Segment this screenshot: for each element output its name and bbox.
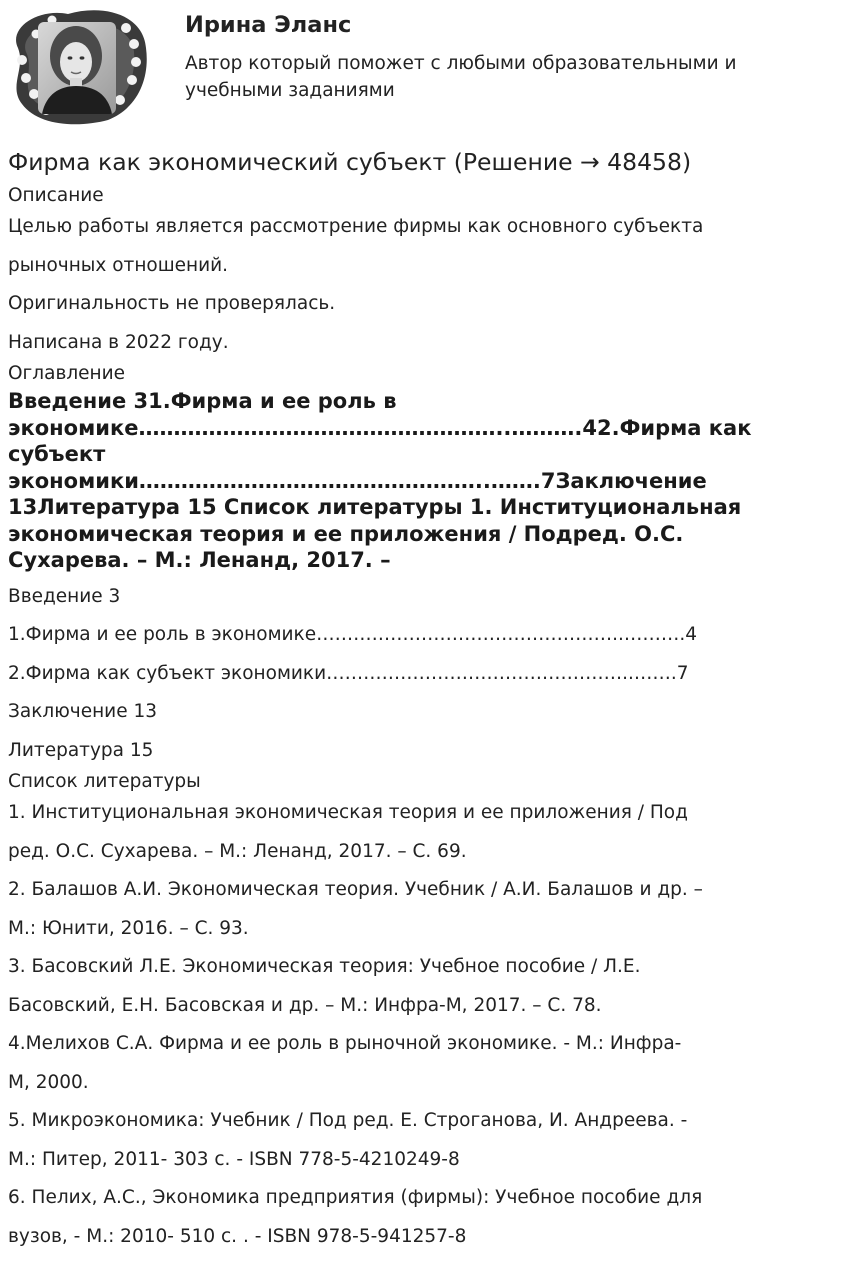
description-line: Написана в 2022 году. <box>8 331 229 353</box>
author-header <box>0 0 847 135</box>
document-title: Фирма как экономический субъект (Решение → 48458) <box>8 148 692 176</box>
toc-line: Введение 3 <box>8 585 121 607</box>
reference-line: 2. Балашов А.И. Экономическая теория. Учебник / А.И. Балашов и др. – <box>8 879 703 900</box>
reference-line: вузов, - М.: 2010- 510 с. . - ISBN 978-5-941257-8 <box>8 1225 467 1247</box>
reference-line: 5. Микроэкономика: Учебник / Под ред. Е. Строганова, И. Андреева. - <box>8 1110 688 1131</box>
reference-line: М, 2000. <box>8 1071 89 1093</box>
toc-line: Литература 15 <box>8 739 154 761</box>
description-label: Описание <box>8 185 104 206</box>
toc-line: 2.Фирма как субъект экономики…………………………………………..…….7 <box>8 662 689 684</box>
reference-line: Басовский, Е.Н. Басовская и др. – М.: Инфра-М, 2017. – С. 78. <box>8 994 602 1016</box>
reference-line: М.: Юнити, 2016. – С. 93. <box>8 917 249 939</box>
toc-line: 1.Фирма и ее роль в экономике…………………………………………..……….4 <box>8 624 698 645</box>
toc-label: Оглавление <box>8 363 126 384</box>
reference-line: 1. Институциональная экономическая теория и ее приложения / Под <box>8 802 688 823</box>
reference-line: ред. О.С. Сухарева. – М.: Ленанд, 2017. – С. 69. <box>8 840 467 862</box>
reference-line: М.: Питер, 2011- 303 с. - ISBN 778-5-4210249-8 <box>8 1148 460 1170</box>
author-name: Ирина Эланс <box>185 12 352 38</box>
toc-line: Заключение 13 <box>8 701 158 722</box>
description-line: рыночных отношений. <box>8 254 229 276</box>
author-avatar <box>8 8 150 126</box>
reference-line: 6. Пелих, А.С., Экономика предприятия (фирмы): Учебное пособие для <box>8 1187 703 1208</box>
reference-line: 3. Басовский Л.Е. Экономическая теория: Учебное пособие / Л.Е. <box>8 956 641 977</box>
film-frame-avatar-image <box>8 8 150 126</box>
reference-line: 4.Мелихов С.А. Фирма и ее роль в рыночной экономике. - М.: Инфра- <box>8 1033 682 1054</box>
description-line: Оригинальность не проверялась. <box>8 293 336 314</box>
document-content <box>8 146 838 1256</box>
references-label: Список литературы <box>8 771 201 792</box>
toc-bold-text: Введение 31.Фирма и ее роль в экономике……………………………………………..……….42.Фирма как субъект экономики…………………………………………..…….7Заключение 13Литература 15 Список литературы 1. Институциональная экономическая теория и ее приложения / Подред. О.С. Сухарева. – М.: Ленанд, 2017. – <box>8 389 752 572</box>
author-description: Автор который поможет с любыми образовательными и учебными заданиями <box>185 53 737 101</box>
description-line: Целью работы является рассмотрение фирмы как основного субъекта <box>8 216 704 237</box>
